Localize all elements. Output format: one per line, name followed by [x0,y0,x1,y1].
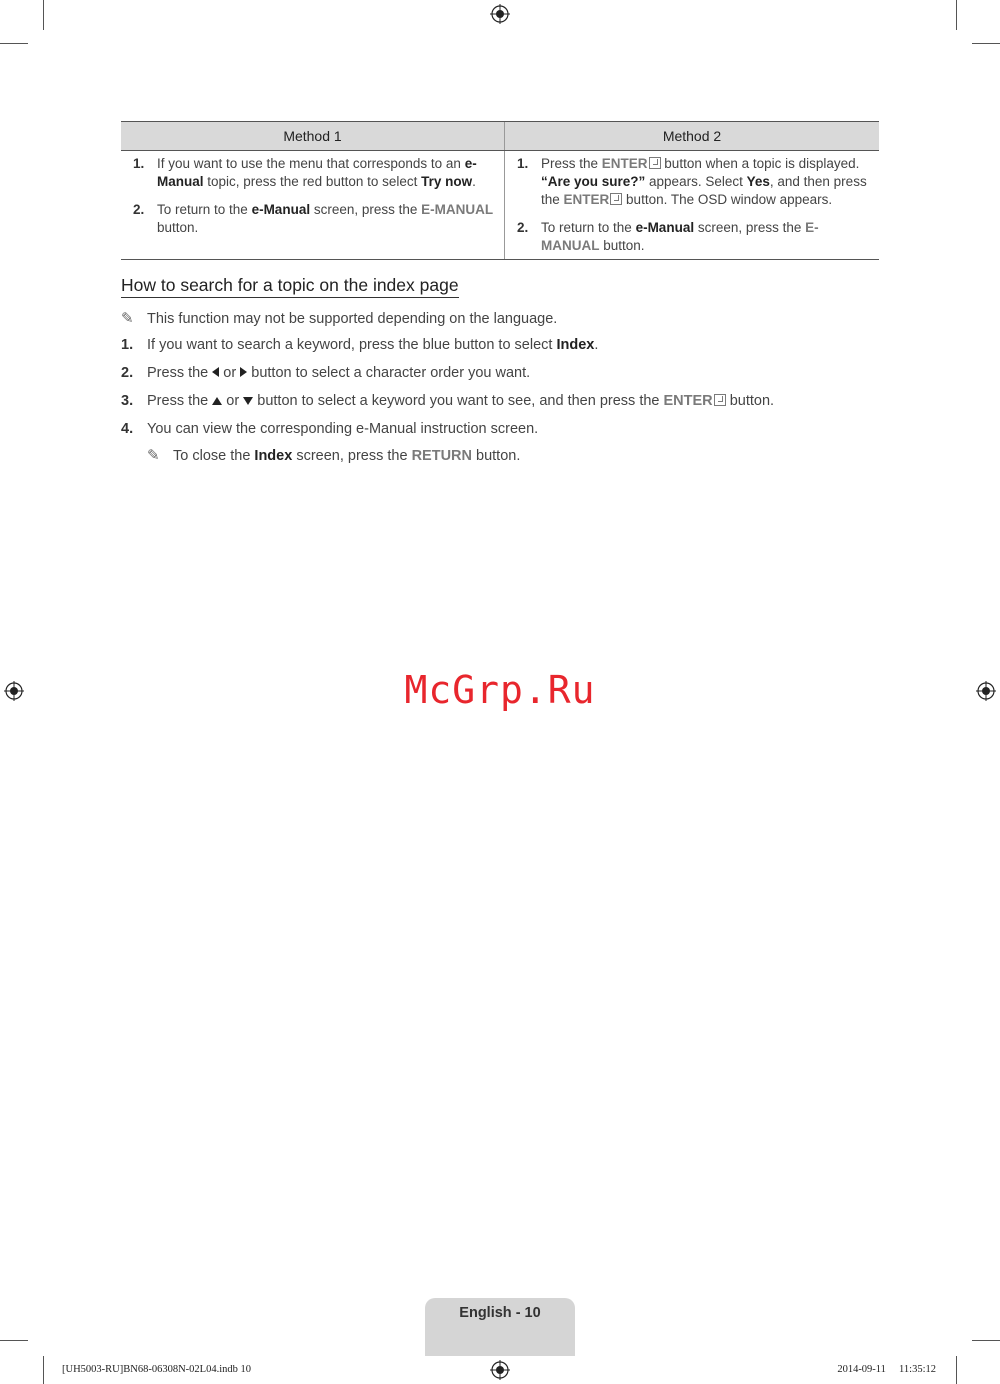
up-arrow-icon [212,397,222,405]
step-number: 1. [517,156,529,171]
note-line [121,309,557,327]
enter-icon [649,157,661,169]
step-1 [121,337,598,353]
step-number: 2. [121,365,134,381]
note-text: To close the Index screen, press the RETURN button. [173,448,521,464]
crop-mark [972,1340,1000,1341]
watermark: McGrp.Ru [404,668,596,712]
enter-icon [610,193,622,205]
step-text: Press the ENTER button when a topic is displayed. “Are you sure?” appears. Select Yes, and then press the ENTER button. The OSD window appears. [541,156,867,207]
crop-mark [43,0,44,30]
method-1-step-2 [121,201,504,237]
method-2-cell [505,151,880,260]
step-text: Press the or button to select a keyword you want to see, and then press the ENTER button. [147,393,775,409]
step-text: If you want to use the menu that corresponds to an e-Manual topic, press the red button to select Try now. [157,156,477,189]
pencil-note-icon: ✎ [121,310,134,327]
step-text: You can view the corresponding e-Manual instruction screen. [147,421,539,437]
method-1-header: Method 1 [121,122,505,151]
step-text: To return to the e-Manual screen, press the E-MANUAL button. [541,220,819,253]
page-number-tab [425,1298,575,1356]
down-arrow-icon [243,397,253,405]
crop-mark [956,1356,957,1384]
step-number: 3. [121,393,134,409]
crop-mark [972,43,1000,44]
method-1-step-1 [121,155,504,191]
step-text: To return to the e-Manual screen, press the E-MANUAL button. [157,202,494,235]
sub-note-line [147,446,520,464]
crop-mark [0,43,28,44]
crop-mark [0,1340,28,1341]
step-number: 1. [121,337,134,353]
pencil-note-icon: ✎ [147,447,160,464]
step-number: 1. [133,156,145,171]
step-number: 2. [133,202,145,217]
step-4 [121,421,538,437]
method-2-step-1 [505,155,879,209]
crop-mark [43,1356,44,1384]
methods-table [121,121,879,260]
step-2 [121,365,530,381]
note-text: This function may not be supported depending on the language. [147,311,558,327]
step-text: If you want to search a keyword, press the blue button to select Index. [147,337,599,353]
method-2-step-2 [505,219,879,255]
enter-icon [714,394,726,406]
step-number: 4. [121,421,134,437]
step-number: 2. [517,220,529,235]
crop-mark [956,0,957,30]
section-heading: How to search for a topic on the index page [121,275,459,298]
registration-mark-icon [490,4,510,24]
method-2-header: Method 2 [505,122,880,151]
slug-timestamp: 2014-09-11 11:35:12 [837,1364,936,1375]
slug-file-info: [UH5003-RU]BN68-06308N-02L04.indb 10 [62,1364,251,1375]
step-text: Press the or button to select a character order you want. [147,365,531,381]
page-number: English - 10 [459,1305,541,1321]
step-3 [121,393,774,409]
method-1-cell [121,151,505,260]
registration-mark-icon [490,1360,510,1380]
